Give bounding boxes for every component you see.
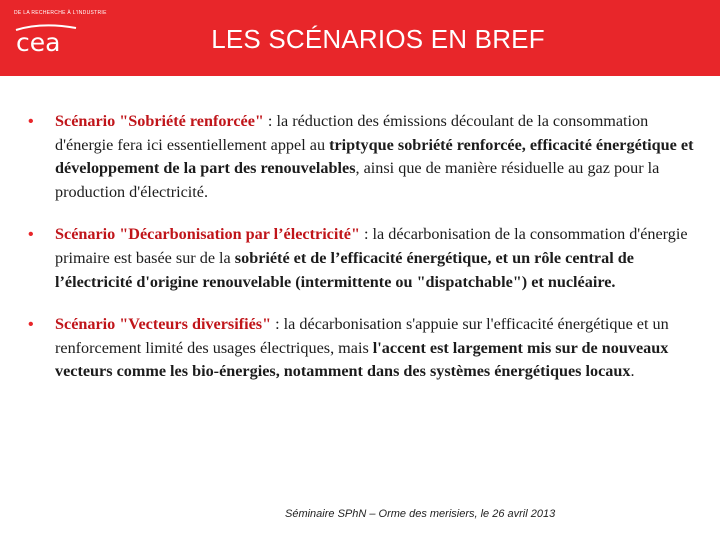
scenario-item-sobriete xyxy=(28,110,698,204)
scenario-text: : la réduction des émissions découlant de la consommation d'énergie fera ici essentiellement appel au xyxy=(55,112,649,154)
bullet-icon: • xyxy=(28,316,34,334)
scenario-emphasis: triptyque sobriété renforcée, efficacité énergétique et développement de la part des renouvelables xyxy=(55,135,694,178)
scenario-label: Scénario "Vecteurs diversifiés" xyxy=(55,315,272,334)
scenario-text-end: , ainsi que de manière résiduelle au gaz pour la production d'électricité. xyxy=(55,159,660,201)
bullet-icon: • xyxy=(28,113,34,130)
header-bar xyxy=(0,0,720,76)
scenario-emphasis: sobriété et de l’efficacité énergétique, et un rôle central de l’électricité d'origine renouvelable (intermittente ou "dispatchable") et nucléaire. xyxy=(55,248,634,291)
scenario-item-vecteurs xyxy=(28,313,698,384)
scenario-item-decarbonisation xyxy=(28,223,698,294)
scenario-emphasis: l'accent est largement mis sur de nouveaux vecteurs comme les bio-énergies, notamment dans des systèmes énergétiques locaux xyxy=(55,338,669,381)
scenario-text-end: . xyxy=(630,362,635,381)
footer-text: Séminaire SPhN – Orme des merisiers, le 26 avril 2013 xyxy=(285,508,556,520)
scenario-list xyxy=(28,110,698,403)
scenario-text: : la décarbonisation s'appuie sur l'efficacité énergétique et un renforcement limité des usages électriques, mais xyxy=(55,315,669,357)
logo-text: cea xyxy=(16,28,61,56)
logo-tagline: DE LA RECHERCHE À L'INDUSTRIE xyxy=(14,10,107,16)
bullet-icon: • xyxy=(28,226,34,244)
scenario-text: : la décarbonisation de la consommation d'énergie primaire est basée sur de la xyxy=(55,225,688,267)
scenario-label: Scénario "Sobriété renforcée" xyxy=(55,112,264,130)
scenario-label: Scénario "Décarbonisation par l’électricité" xyxy=(55,225,360,244)
page-title: LES SCÉNARIOS EN BREF xyxy=(211,24,545,54)
